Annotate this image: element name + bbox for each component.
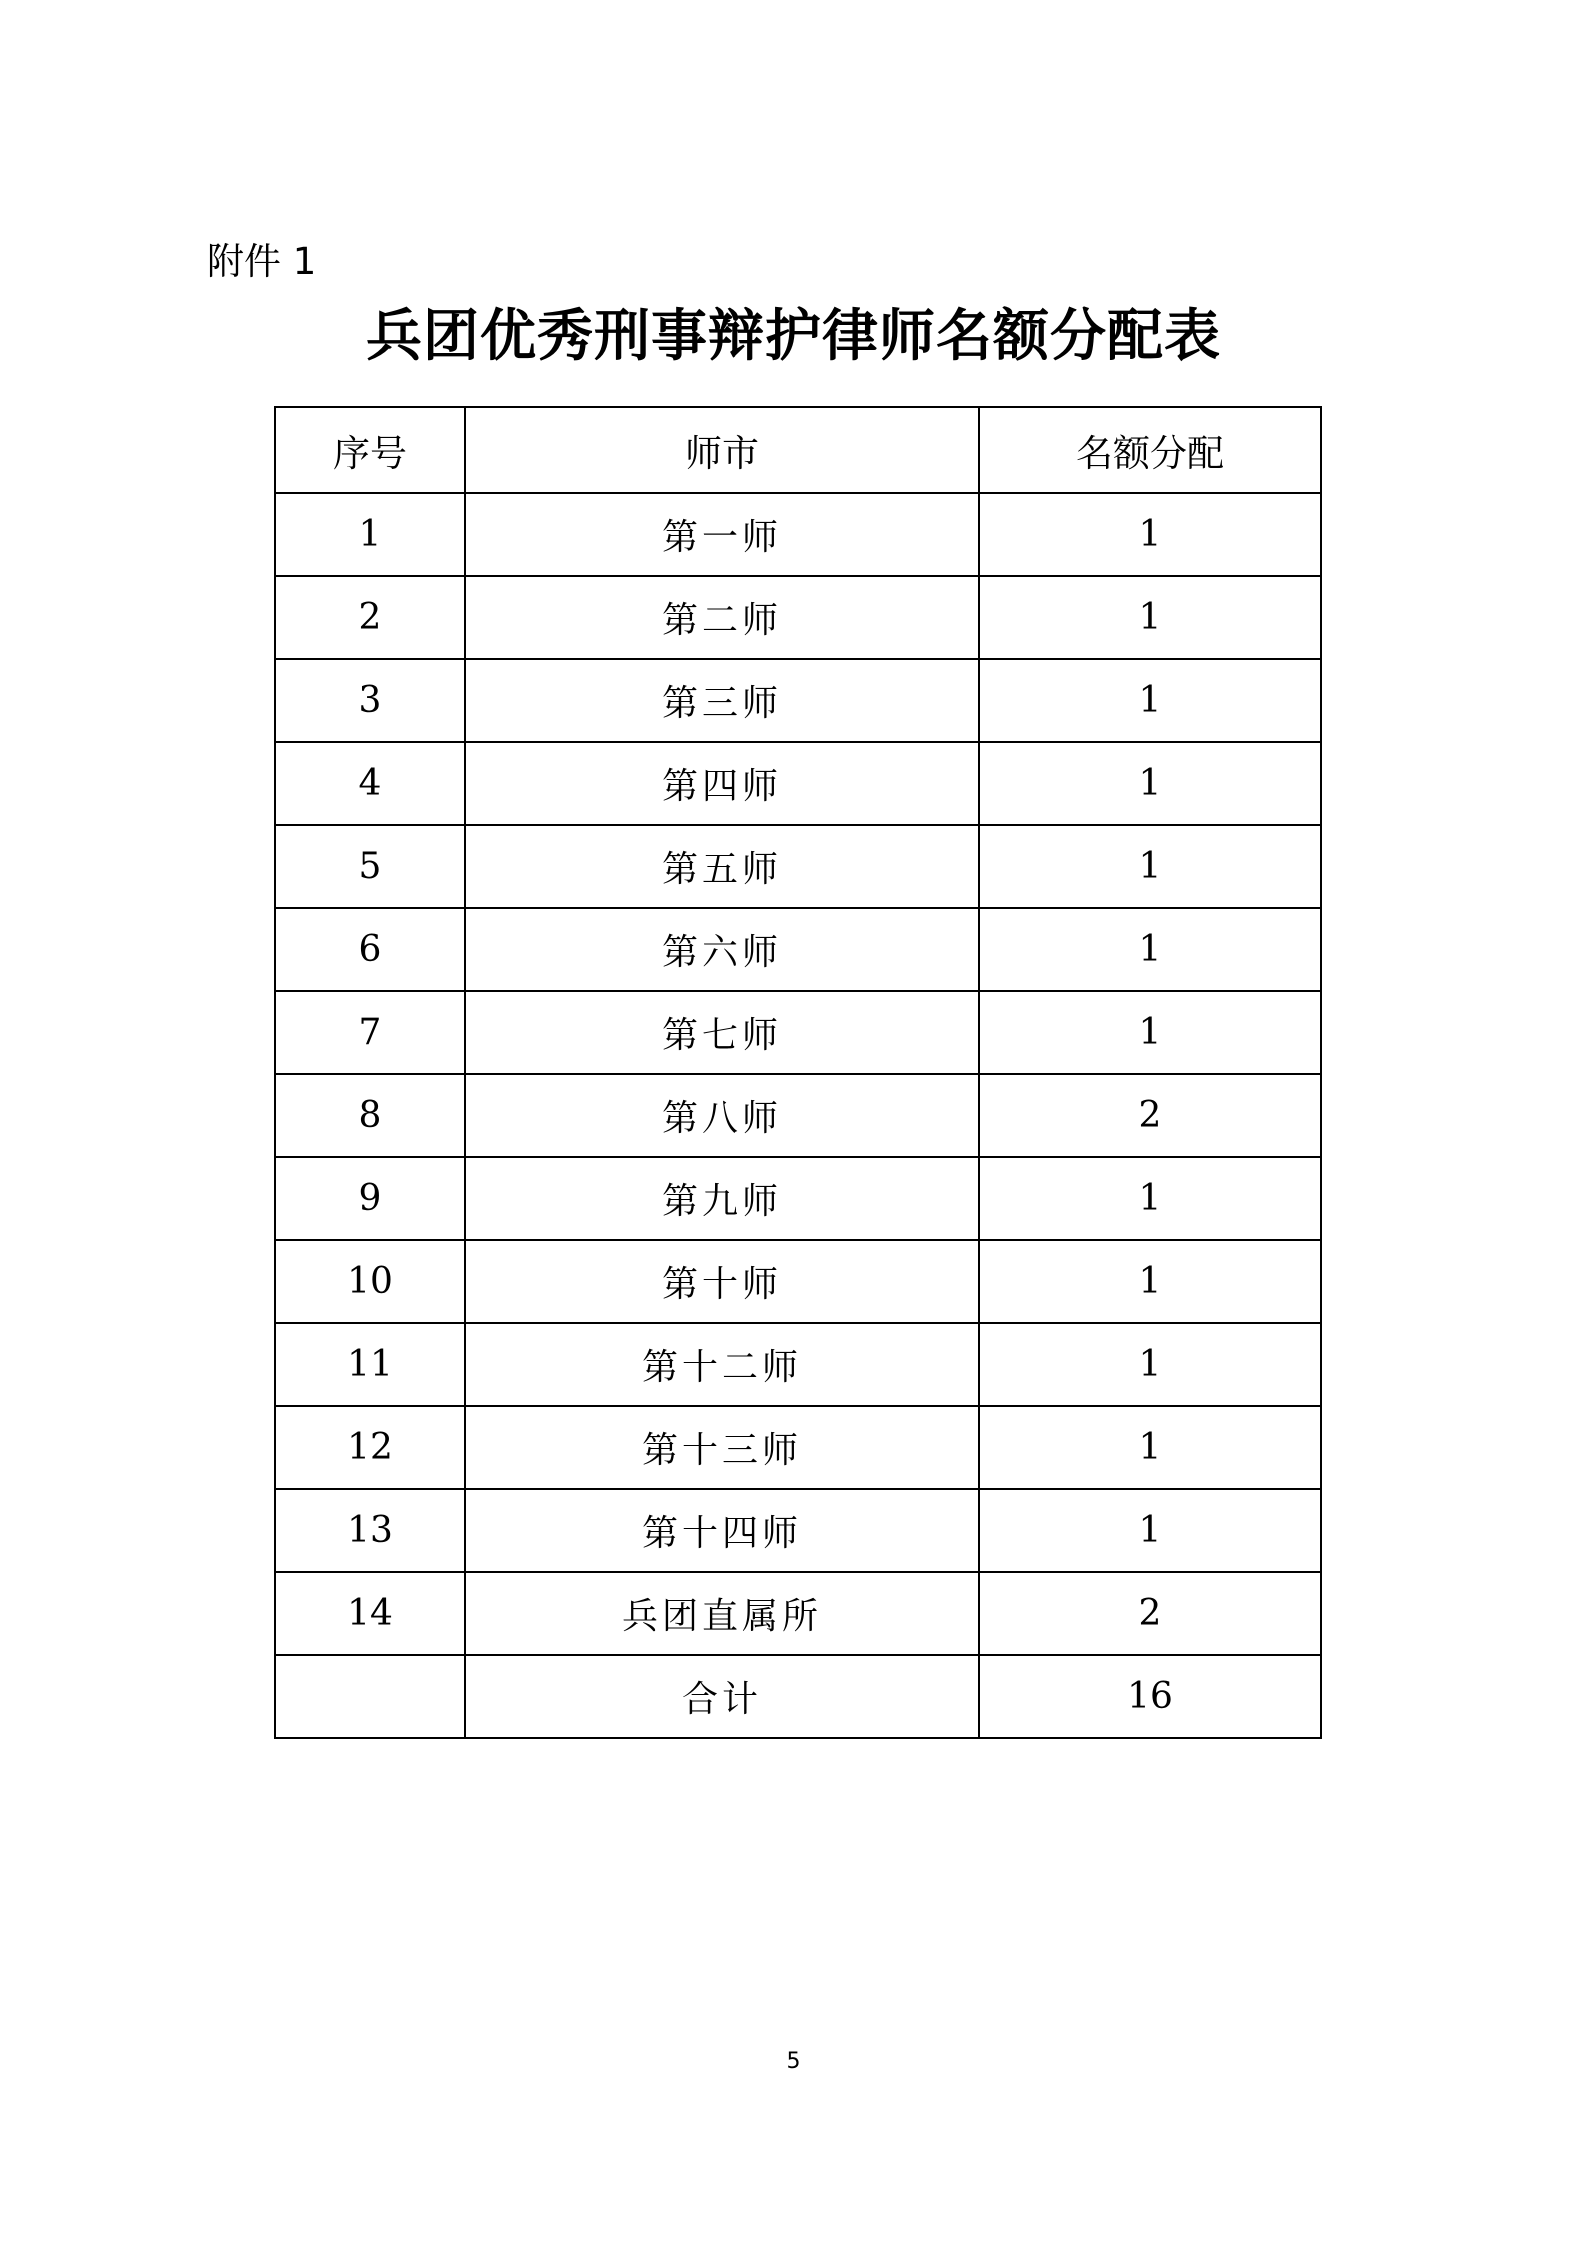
cell-quota: 1	[979, 493, 1321, 576]
table-row	[275, 991, 1321, 1074]
cell-serial-number: 7	[275, 991, 465, 1074]
cell-division-city: 第九师	[465, 1157, 979, 1240]
cell-division-city: 第七师	[465, 991, 979, 1074]
cell-division-city: 第六师	[465, 908, 979, 991]
cell-division-city: 第十师	[465, 1240, 979, 1323]
cell-serial-number: 8	[275, 1074, 465, 1157]
cell-division-city: 第八师	[465, 1074, 979, 1157]
header-quota: 名额分配	[979, 407, 1321, 493]
cell-division-city: 第十四师	[465, 1489, 979, 1572]
table-row	[275, 576, 1321, 659]
table-header-row	[275, 407, 1321, 493]
attachment-label: 附件 1	[207, 240, 317, 283]
cell-quota: 1	[979, 908, 1321, 991]
cell-serial-number: 4	[275, 742, 465, 825]
cell-quota: 2	[979, 1572, 1321, 1655]
cell-division-city: 第一师	[465, 493, 979, 576]
cell-division-city: 第二师	[465, 576, 979, 659]
total-label: 合计	[465, 1655, 979, 1738]
cell-quota: 1	[979, 1406, 1321, 1489]
cell-serial-number: 11	[275, 1323, 465, 1406]
cell-division-city: 兵团直属所	[465, 1572, 979, 1655]
cell-serial-number: 10	[275, 1240, 465, 1323]
total-quota: 16	[979, 1655, 1321, 1738]
document-title: 兵团优秀刑事辩护律师名额分配表	[366, 303, 1221, 369]
cell-quota: 1	[979, 659, 1321, 742]
table-row	[275, 1074, 1321, 1157]
table-row	[275, 1240, 1321, 1323]
cell-serial-number: 3	[275, 659, 465, 742]
cell-quota: 1	[979, 825, 1321, 908]
cell-division-city: 第十三师	[465, 1406, 979, 1489]
cell-quota: 1	[979, 742, 1321, 825]
header-serial-number: 序号	[275, 407, 465, 493]
cell-serial-number: 13	[275, 1489, 465, 1572]
cell-serial-number: 5	[275, 825, 465, 908]
table-row	[275, 659, 1321, 742]
cell-division-city: 第四师	[465, 742, 979, 825]
table-row	[275, 1489, 1321, 1572]
table-body	[275, 493, 1321, 1738]
cell-quota: 1	[979, 991, 1321, 1074]
cell-serial-number: 6	[275, 908, 465, 991]
table-row	[275, 493, 1321, 576]
cell-serial-number: 2	[275, 576, 465, 659]
cell-quota: 1	[979, 1240, 1321, 1323]
table-row	[275, 1572, 1321, 1655]
table-row	[275, 1406, 1321, 1489]
cell-quota: 1	[979, 1323, 1321, 1406]
table-row	[275, 1157, 1321, 1240]
table-row	[275, 1323, 1321, 1406]
page-number: 5	[786, 2049, 801, 2074]
total-serial-number	[275, 1655, 465, 1738]
cell-division-city: 第三师	[465, 659, 979, 742]
cell-quota: 1	[979, 1489, 1321, 1572]
quota-allocation-table	[274, 406, 1322, 1739]
table-row	[275, 908, 1321, 991]
table-total-row	[275, 1655, 1321, 1738]
table-row	[275, 742, 1321, 825]
cell-serial-number: 9	[275, 1157, 465, 1240]
cell-serial-number: 12	[275, 1406, 465, 1489]
cell-quota: 1	[979, 576, 1321, 659]
cell-quota: 1	[979, 1157, 1321, 1240]
table-row	[275, 825, 1321, 908]
cell-serial-number: 1	[275, 493, 465, 576]
cell-division-city: 第五师	[465, 825, 979, 908]
cell-division-city: 第十二师	[465, 1323, 979, 1406]
header-division-city: 师市	[465, 407, 979, 493]
cell-serial-number: 14	[275, 1572, 465, 1655]
cell-quota: 2	[979, 1074, 1321, 1157]
